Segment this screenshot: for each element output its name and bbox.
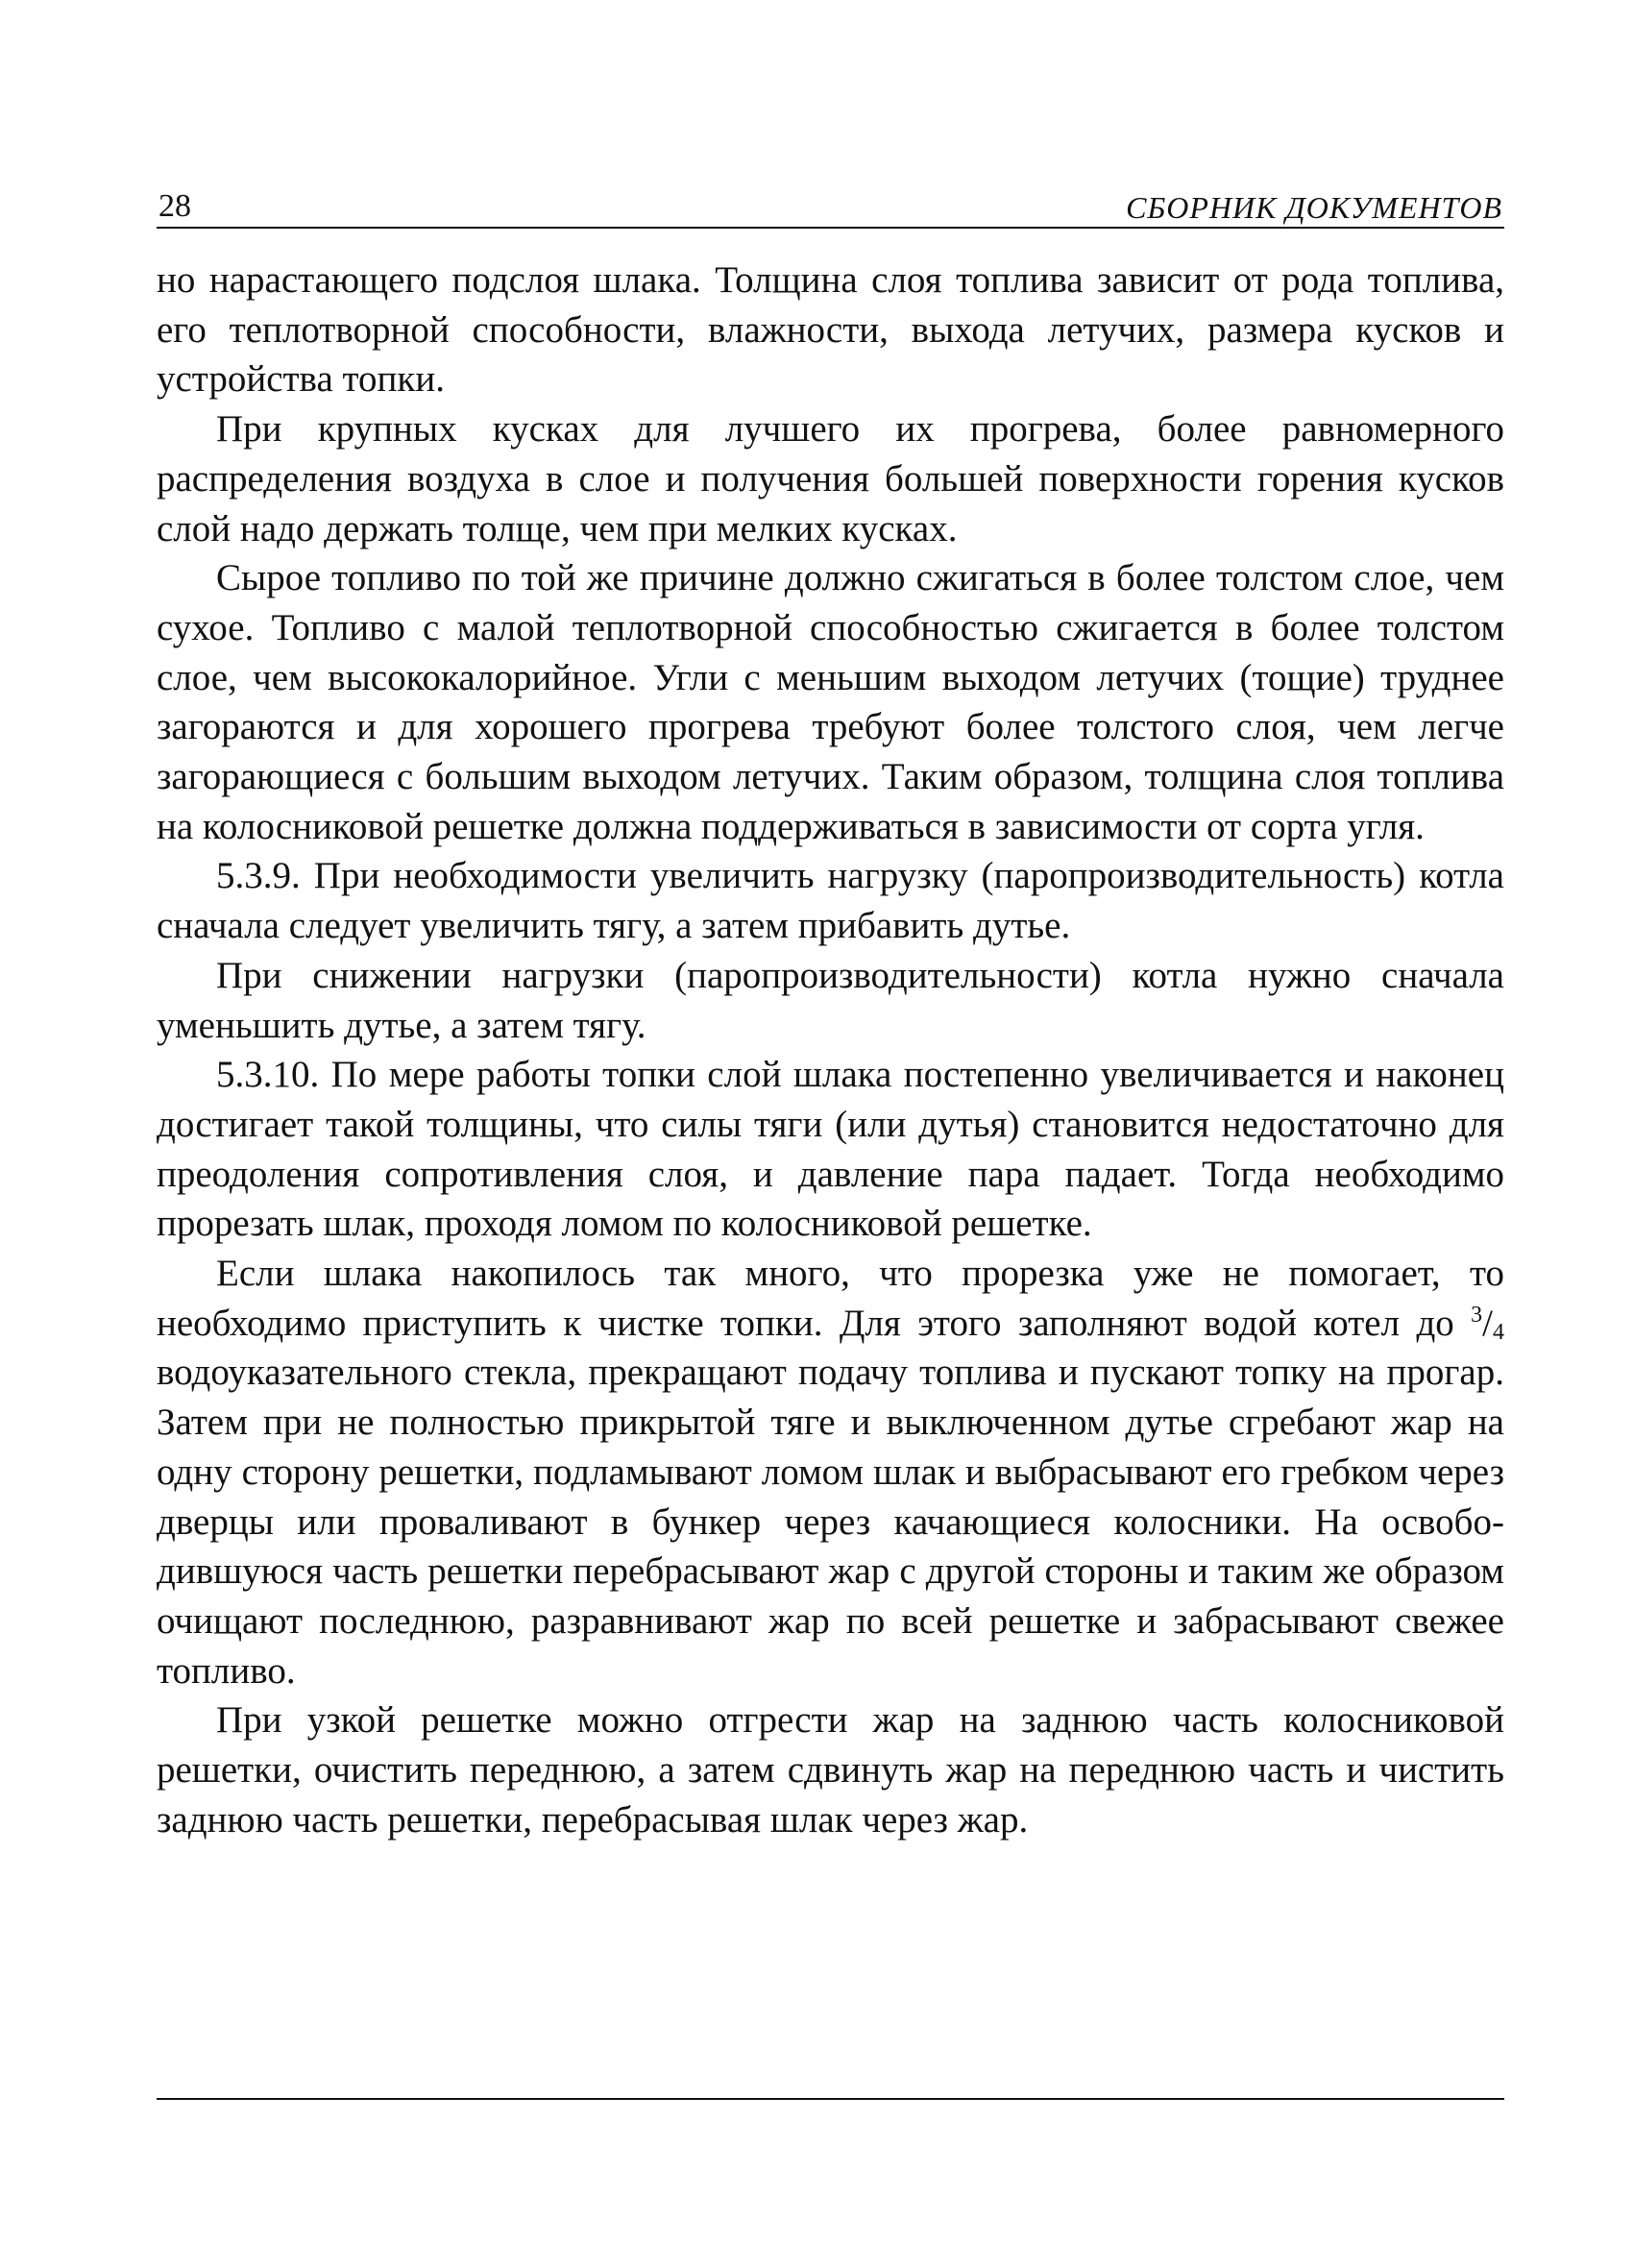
fraction-denominator: 4	[1493, 1319, 1504, 1345]
fraction-slash: /	[1482, 1302, 1493, 1344]
page-number: 28	[158, 188, 191, 224]
paragraph-clause-5-3-10: 5.3.10. По мере работы топки слой шлака постепенно увеличивается и наконец достигает такой толщины, что силы тяги (или дутья) становится недостаточно для преодоления сопротивления слоя, и давление пара падает. Тогда необходимо прорезать шлак, проходя ломом по колосниковой решетке.	[157, 1054, 1504, 1245]
paragraph-last: При узкой решетке можно отгрести жар на заднюю часть колосниковой решетки, очистить переднюю, а затем сдвинуть жар на переднюю часть и чистить заднюю часть решетки, перебрасывая шлак через жар.	[157, 1699, 1504, 1841]
paragraph-clause-5-3-9: 5.3.9. При необходимости увеличить нагрузку (паропроизводительность) котла сначала следует увеличить тягу, а затем прибавить дутье.	[157, 855, 1504, 947]
text-run: Если шлака накопилось так много, что прорезка уже не помогает, то необходимо приступить к чистке топки. Для этого заполняют водой котел до	[157, 1253, 1504, 1344]
paragraph: При снижении нагрузки (паропроизводительности) котла нужно сначала уменьшить дутье, а затем тягу.	[157, 954, 1504, 1046]
paragraph-continuation: но нарастающего подслоя шлака. Толщина слоя топлива зависит от рода топлива, его теплотворной способности, влажности, выхода летучих, размера кусков и устройства топки.	[157, 259, 1504, 401]
body-text	[157, 256, 1504, 1845]
text-run: водоуказательного стекла, прекращают подачу топлива и пускают топку на прогар. Затем при не полностью прикрытой тяге и выключенном дутье сгребают жар на одну сторону решетки, подламывают ломом шлак и выбрасывают его гребком через дверцы или проваливают в бункер через качающиеся колосники. На освободившуюся часть решетки перебрасывают жар с другой стороны и таким же образом очищают последнюю, разравнивают жар по всей решетке и забрасывают свежее топливо.	[157, 1352, 1504, 1692]
paragraph-cleaning	[157, 1249, 1504, 1695]
document-page	[157, 181, 1504, 1845]
bottom-rule	[157, 2098, 1504, 2100]
running-header	[157, 181, 1504, 229]
fraction-numerator: 3	[1471, 1302, 1483, 1328]
running-title: СБОРНИК ДОКУМЕНТОВ	[1126, 190, 1502, 225]
paragraph: Сырое топливо по той же причине должно сжигаться в более толстом слое, чем сухое. Топливо с малой теплотворной способностью сжигается в более толстом слое, чем высококалорийное. Угли с меньшим выходом летучих (тощие) труднее загораются и для хорошего прогрева требуют более толстого слоя, чем легче загорающиеся с большим выходом летучих. Таким образом, толщина слоя топлива на колосниковой решетке должна поддерживаться в зависимости от сорта угля.	[157, 557, 1504, 847]
fraction	[1471, 1303, 1504, 1344]
paragraph: При крупных кусках для лучшего их прогрева, более равномерного распределения воздуха в слое и получения большей поверхности горения кусков слой надо держать толще, чем при мелких кусках.	[157, 408, 1504, 549]
